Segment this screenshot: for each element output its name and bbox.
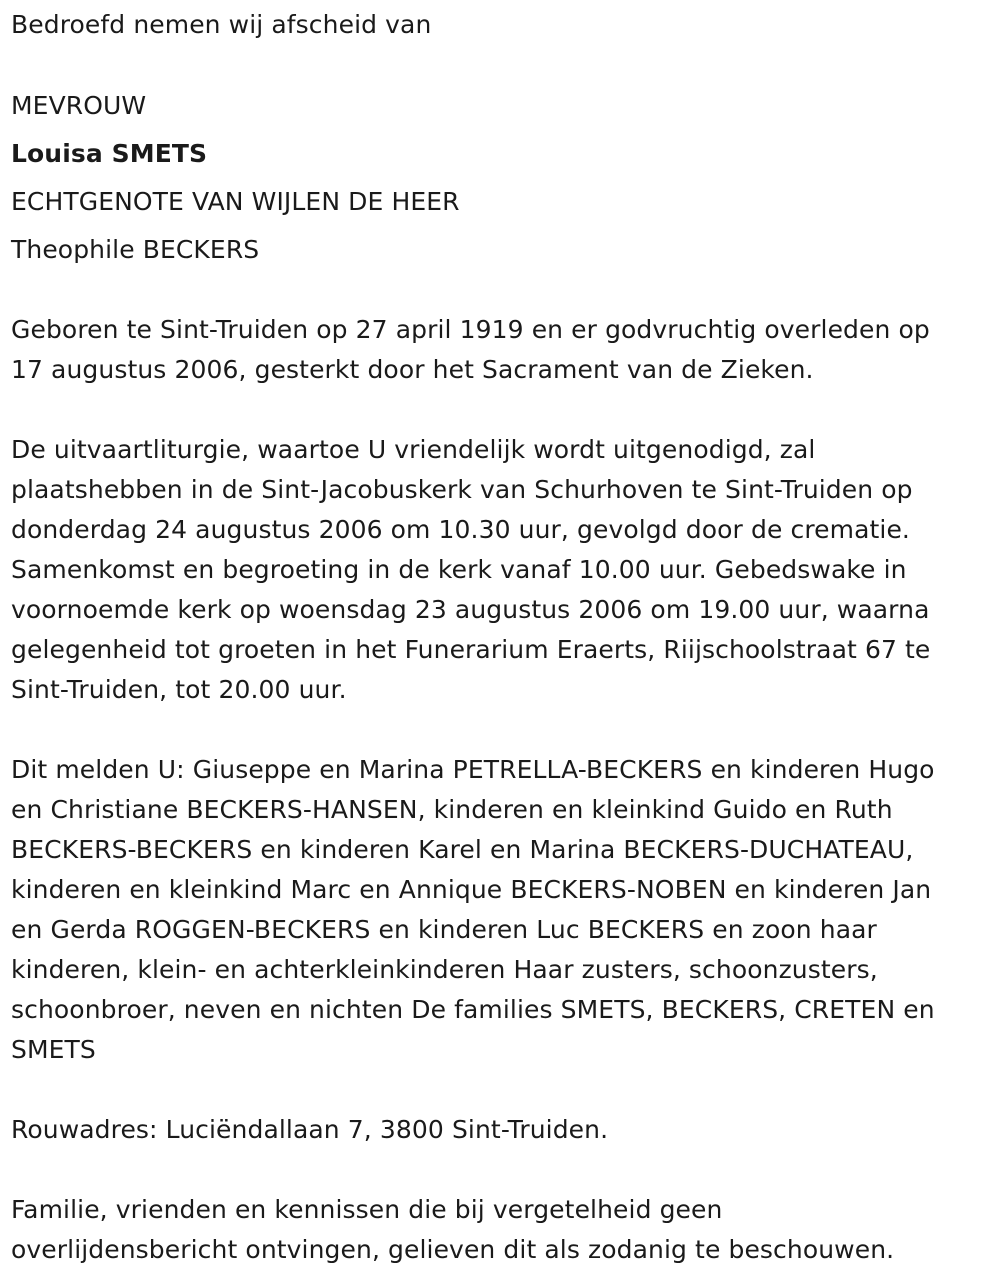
paragraph-line: Dit melden U: Giuseppe en Marina PETRELLA-BECKERS en kinderen Hugo — [11, 755, 935, 784]
paragraph-line: 17 augustus 2006, gesterkt door het Sacrament van de Zieken. — [11, 355, 814, 384]
paragraph-line: donderdag 24 augustus 2006 om 10.30 uur, gevolgd door de crematie. — [11, 515, 910, 544]
mourning-address: Rouwadres: Luciëndallaan 7, 3800 Sint-Truiden. — [11, 1115, 609, 1144]
paragraph-line: plaatshebben in de Sint-Jacobuskerk van Schurhoven te Sint-Truiden op — [11, 475, 913, 504]
paragraph-line: schoonbroer, neven en nichten De families SMETS, BECKERS, CRETEN en — [11, 995, 935, 1024]
paragraph-line: De uitvaartliturgie, waartoe U vriendelijk wordt uitgenodigd, zal — [11, 435, 816, 464]
paragraph-line: kinderen, klein- en achterkleinkinderen Haar zusters, schoonzusters, — [11, 955, 878, 984]
paragraph-line: gelegenheid tot groeten in het Funerarium Eraerts, Riijschoolstraat 67 te — [11, 635, 931, 664]
deceased-name: Louisa SMETS — [11, 139, 208, 168]
title-prefix: MEVROUW — [11, 91, 147, 120]
paragraph-line: SMETS — [11, 1035, 96, 1064]
paragraph-line: Geboren te Sint-Truiden op 27 april 1919 en er godvruchtig overleden op — [11, 315, 930, 344]
paragraph-line: Sint-Truiden, tot 20.00 uur. — [11, 675, 347, 704]
paragraph-line: BECKERS-BECKERS en kinderen Karel en Marina BECKERS-DUCHATEAU, — [11, 835, 914, 864]
intro-text: Bedroefd nemen wij afscheid van — [11, 10, 432, 39]
spouse-name: Theophile BECKERS — [11, 235, 260, 264]
paragraph-line: Familie, vrienden en kennissen die bij vergetelheid geen — [11, 1195, 723, 1224]
paragraph-line: kinderen en kleinkind Marc en Annique BECKERS-NOBEN en kinderen Jan — [11, 875, 932, 904]
relation-text: ECHTGENOTE VAN WIJLEN DE HEER — [11, 187, 460, 216]
paragraph-line: Samenkomst en begroeting in de kerk vanaf 10.00 uur. Gebedswake in — [11, 555, 907, 584]
paragraph-line: en Gerda ROGGEN-BECKERS en kinderen Luc BECKERS en zoon haar — [11, 915, 877, 944]
paragraph-line: voornoemde kerk op woensdag 23 augustus 2006 om 19.00 uur, waarna — [11, 595, 930, 624]
paragraph-line: overlijdensbericht ontvingen, gelieven dit als zodanig te beschouwen. — [11, 1235, 895, 1264]
paragraph-line: en Christiane BECKERS-HANSEN, kinderen en kleinkind Guido en Ruth — [11, 795, 893, 824]
